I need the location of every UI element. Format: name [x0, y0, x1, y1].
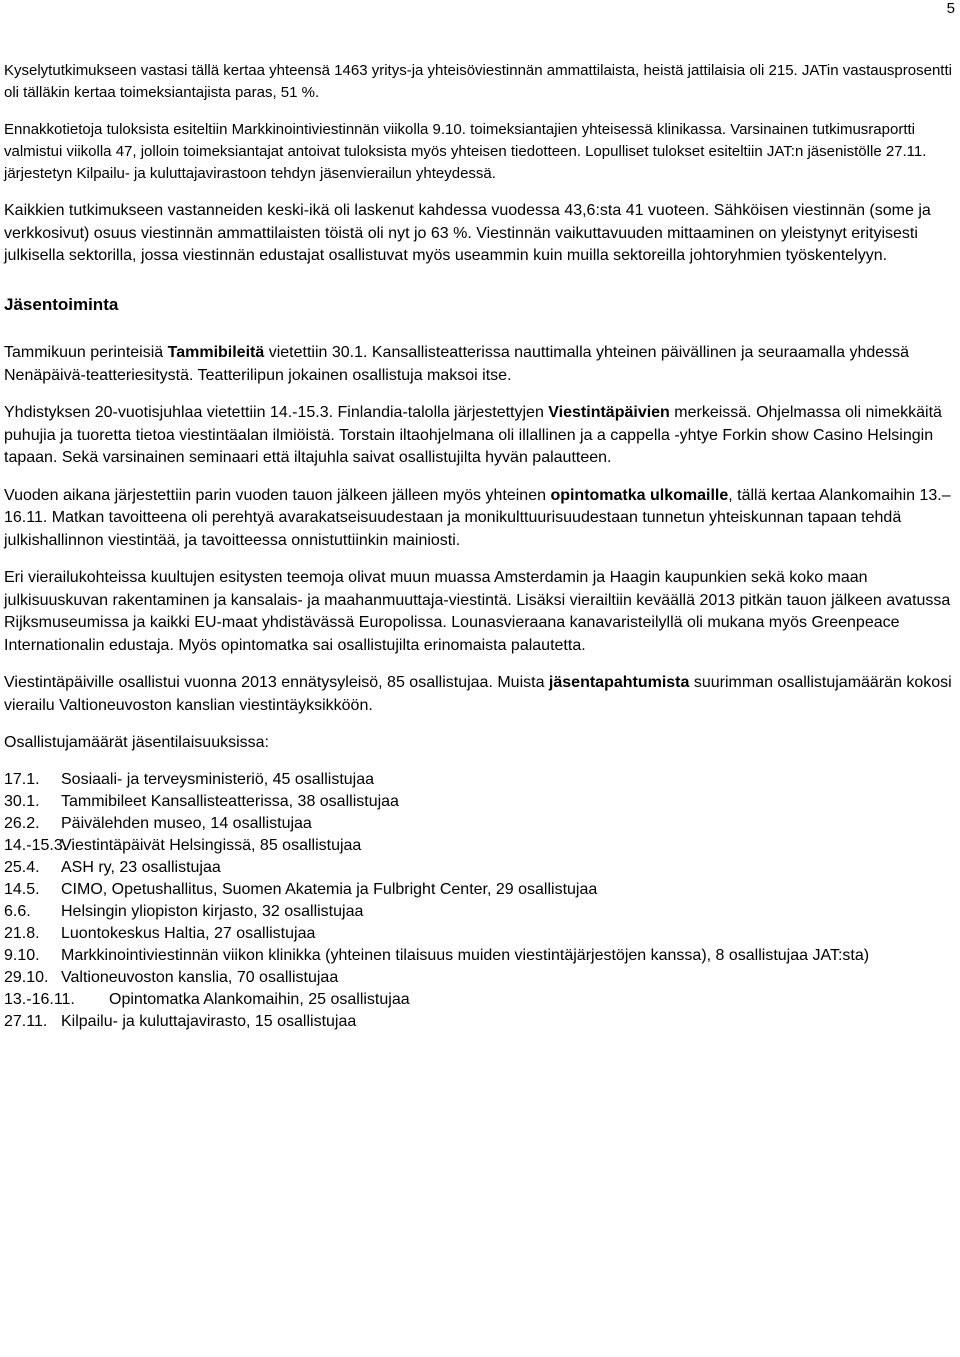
paragraph-survey-findings: Kaikkien tutkimukseen vastanneiden keski-ikä oli laskenut kahdessa vuodessa 43,6:sta 41 vuoteen. Sähköisen viestinnän (some ja verkkosivut) osuus viestinnän ammattilaisten töistä oli nyt jo 63 %. Viestinnän vaikuttavuuden mittaaminen on yleistynyt erityisesti julkisella sektorilla, jossa viestinnän edustajat osallistuvat myös useammin kuin muilla sektoreilla johtoryhmien työskentelyyn.: [4, 202, 931, 264]
event-description: Opintomatka Alankomaihin, 25 osallistujaa: [109, 990, 410, 1008]
event-description: Viestintäpäivät Helsingissä, 85 osallistujaa: [61, 836, 362, 854]
bold-text: Tammibileitä: [167, 344, 265, 361]
event-date: 17.1.: [4, 770, 40, 788]
event-description: Helsingin yliopiston kirjasto, 32 osallistujaa: [61, 902, 364, 920]
list-item: [4, 769, 954, 791]
bold-text: Viestintäpäivien: [548, 404, 670, 421]
event-description: Päivälehden museo, 14 osallistujaa: [61, 814, 312, 832]
text-run: suurimman osallistujamäärän kokosi vierailu Valtioneuvoston kanslian viestintäyksikköön.: [4, 674, 952, 714]
paragraph-study-trip: [4, 485, 954, 553]
text-run: Vuoden aikana järjestettiin parin vuoden tauon jälkeen jälleen myös yhteinen: [4, 486, 551, 504]
text-run: merkeissä. Ohjelmassa oli nimekkäitä puhujia ja tuoretta tietoa viestintäalan ilmiöistä. Torstain iltaohjelmana oli illallinen ja a cappella -yhtye Forkin show Casino Helsingin tapaan. Sekä varsinainen seminaari että iltajuhla saivat osallistujilta hyvän palautteen.: [4, 404, 942, 466]
event-attendance-list: [4, 769, 954, 1033]
text-run: vietettiin 30.1. Kansallisteatterissa nauttimalla yhteinen päivällinen ja seuraamalla yhdessä Nenäpäivä-teatteriesitystä. Teatterilipun jokainen osallistuja maksoi itse.: [4, 344, 910, 384]
event-date: 29.10.: [4, 968, 49, 986]
event-description: Sosiaali- ja terveysministeriö, 45 osallistujaa: [61, 770, 375, 788]
event-description: CIMO, Opetushallitus, Suomen Akatemia ja Fulbright Center, 29 osallistujaa: [61, 880, 598, 898]
event-date: 6.6.: [4, 902, 31, 920]
event-date: 14.5.: [4, 880, 40, 898]
paragraph-attendance-intro: Osallistujamäärät jäsentilaisuuksissa:: [4, 734, 269, 751]
paragraph-visit-themes: Eri vierailukohteissa kuultujen esitysten teemoja olivat muun muassa Amsterdamin ja Haagin kaupunkien sekä koko maan julkisuuskuvan rakentaminen ja kansalais- ja maahanmuuttaja-viestintä. Lisäksi vierailtiin keväällä 2013 pitkän tauon jälkeen avatussa Rijksmuseumissa ja kaikki EU-maat yhdistävässä Europolissa. Lounasvieraana kanavaristeilyllä oli mukana myös Greenpeace Internationalin edustaja. Myös opintomatka sai osallistujilta erinomaista palautetta.: [4, 569, 951, 654]
paragraph-attendance: [4, 672, 954, 717]
event-date: 26.2.: [4, 814, 40, 832]
list-item: [4, 923, 954, 945]
event-date: 21.8.: [4, 924, 40, 942]
paragraph-survey-results: Ennakkotietoja tuloksista esiteltiin Markkinointiviestinnän viikolla 9.10. toimeksiantajien yhteisessä klinikassa. Varsinainen tutkimusraportti valmistui viikolla 47, jolloin toimeksiantajat antoivat tuloksista myös yhteisen tiedotteen. Lopulliset tulokset esiteltiin JAT:n jäsenistölle 27.11. järjestetyn Kilpailu- ja kuluttajavirastoon tehdyn jäsenvierailun yhteydessä.: [4, 121, 927, 182]
text-run: Tammikuun perinteisiä: [4, 344, 168, 361]
list-item: [4, 989, 954, 1011]
list-item: [4, 945, 954, 967]
list-item: [4, 791, 954, 813]
text-run: Viestintäpäiville osallistui vuonna 2013 ennätysyleisö, 85 osallistujaa. Muista: [4, 674, 549, 691]
text-run: Yhdistyksen 20-vuotisjuhlaa vietettiin 14.-15.3. Finlandia-talolla järjestettyjen: [4, 404, 549, 421]
bold-text: opintomatka ulkomaille: [550, 486, 729, 504]
event-description: Luontokeskus Haltia, 27 osallistujaa: [61, 924, 316, 942]
event-date: 30.1.: [4, 792, 40, 810]
list-item: [4, 879, 954, 901]
event-description: Kilpailu- ja kuluttajavirasto, 15 osallistujaa: [61, 1012, 357, 1030]
document-body: [4, 60, 954, 1033]
event-date: 14.-15.3.: [4, 836, 68, 854]
list-item: [4, 857, 954, 879]
event-description: Tammibileet Kansallisteatterissa, 38 osallistujaa: [61, 792, 399, 810]
event-description: Valtioneuvoston kanslia, 70 osallistujaa: [61, 968, 339, 986]
bold-text: jäsentapahtumista: [548, 674, 690, 691]
list-item: [4, 967, 954, 989]
paragraph-anniversary: [4, 402, 954, 470]
text-run: , tällä kertaa Alankomaihin 13.–16.11. Matkan tavoitteena oli perehtyä avarakatseisuudestaan ja monikulttuurisuudestaan tunnetun yhteiskunnan tapaan tehdä julkishallinnon viestintää, ja tavoitteessa onnistuttiinkin mainiosti.: [4, 486, 951, 549]
list-item: [4, 1011, 954, 1033]
paragraph-tammibileet: [4, 342, 954, 387]
event-description: ASH ry, 23 osallistujaa: [61, 858, 221, 876]
paragraph-survey-respondents: Kyselytutkimukseen vastasi tällä kertaa yhteensä 1463 yritys-ja yhteisöviestinnän ammattilaista, heistä jattilaisia oli 215. JATin vastausprosentti oli tälläkin kertaa toimeksiantajista paras, 51 %.: [4, 62, 952, 101]
list-item: [4, 813, 954, 835]
event-date: 27.11.: [4, 1012, 48, 1030]
list-item: [4, 901, 954, 923]
list-item: [4, 835, 954, 857]
section-heading: Jäsentoiminta: [4, 294, 119, 314]
page-number: 5: [946, 0, 955, 17]
event-description: Markkinointiviestinnän viikon klinikka (yhteinen tilaisuus muiden viestintäjärjestöjen kanssa), 8 osallistujaa JAT:sta): [61, 946, 870, 964]
event-date: 25.4.: [4, 858, 40, 876]
event-date: 13.-16.11.: [4, 990, 75, 1008]
event-date: 9.10.: [4, 946, 40, 964]
